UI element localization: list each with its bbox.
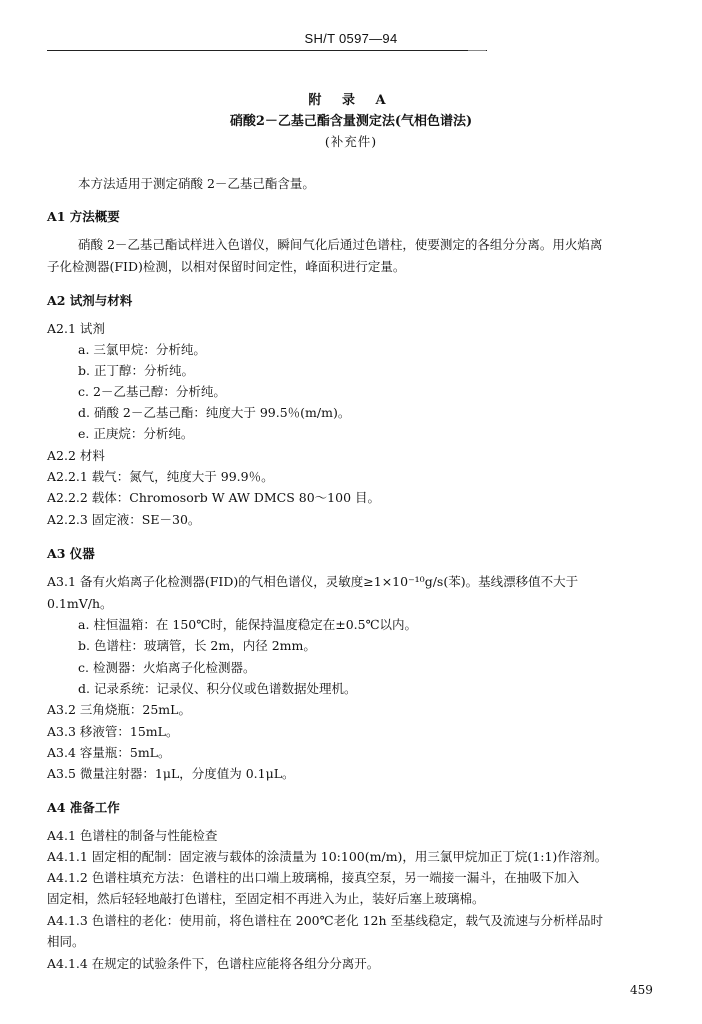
a4-1-4-text: A4.1.4 在规定的试验条件下，色谱柱应能将各组分分离开。 [47, 956, 380, 971]
a4-1-heading: A4.1 色谱柱的制备与性能检查 [47, 828, 218, 843]
a4-1-2-line-2: 固定相，然后轻轻地敲打色谱柱，至固定相不再进入为止，装好后塞上玻璃棉。 [47, 891, 485, 906]
reagent-item: e. 正庚烷：分析纯。 [78, 426, 194, 441]
a3-4-text: A3.4 容量瓶：5mL。 [47, 745, 171, 760]
a2-2-3-text: A2.2.3 固定液：SE－30。 [47, 512, 201, 527]
a1-paragraph-line-1: 硝酸 2－乙基己酯试样进入色谱仪，瞬间气化后通过色谱柱，使要测定的各组分分离。用火焰离 [78, 237, 603, 252]
a4-1-3-line-1: A4.1.3 色谱柱的老化：使用前，将色谱柱在 200℃老化 12h 至基线稳定，载气及流速与分析样品时 [47, 913, 604, 928]
instrument-item: d. 记录系统：记录仪、积分仪或色谱数据处理机。 [78, 681, 357, 696]
section-a3-heading: A3 仪器 [47, 546, 95, 561]
instrument-item: a. 柱恒温箱：在 150℃时，能保持温度稳定在±0.5℃以内。 [78, 617, 418, 632]
section-a4-heading: A4 准备工作 [47, 800, 120, 815]
a3-1-line-1: A3.1 备有火焰离子化检测器(FID)的气相色谱仪，灵敏度≥1×10⁻¹⁰g/s(苯)。基线漂移值不大于 [47, 574, 579, 589]
page-number: 459 [630, 983, 653, 997]
header-rule-tail [468, 50, 486, 51]
a4-1-2-line-1: A4.1.2 色谱柱填充方法：色谱柱的出口端上玻璃棉，接真空泵，另一端接一漏斗，在抽吸下加入 [47, 870, 580, 885]
header-rule [47, 50, 487, 51]
a3-1-line-2: 0.1mV/h。 [47, 596, 113, 611]
standard-number-header: SH/T 0597—94 [304, 31, 398, 46]
a4-1-1-text: A4.1.1 固定相的配制：固定液与载体的涂渍量为 10:100(m/m)，用三氯甲烷加正丁烷(1:1)作溶剂。 [47, 849, 608, 864]
reagent-item: c. 2－乙基己醇：分析纯。 [78, 384, 226, 399]
a2-2-heading: A2.2 材料 [47, 448, 105, 463]
a3-3-text: A3.3 移液管：15mL。 [47, 724, 179, 739]
intro-text: 本方法适用于测定硝酸 2－乙基己酯含量。 [78, 176, 315, 191]
a3-5-text: A3.5 微量注射器：1μL，分度值为 0.1μL。 [47, 766, 295, 781]
instrument-item: c. 检测器：火焰离子化检测器。 [78, 660, 256, 675]
a4-1-3-line-2: 相同。 [47, 934, 85, 949]
a1-paragraph-line-2: 子化检测器(FID)检测，以相对保留时间定性，峰面积进行定量。 [47, 259, 406, 274]
reagent-item: a. 三氯甲烷：分析纯。 [78, 342, 206, 357]
a2-1-heading: A2.1 试剂 [47, 321, 105, 336]
section-a1-heading: A1 方法概要 [47, 209, 120, 224]
section-a2-heading: A2 试剂与材料 [47, 293, 133, 308]
appendix-label: 附 录 A [308, 93, 394, 108]
appendix-title: 硝酸2－乙基己酯含量测定法(气相色谱法) [229, 114, 473, 129]
a3-2-text: A3.2 三角烧瓶：25mL。 [47, 702, 191, 717]
a2-2-2-text: A2.2.2 载体：Chromosorb W AW DMCS 80～100 目。 [47, 490, 381, 505]
a2-2-1-text: A2.2.1 载气：氮气，纯度大于 99.9％。 [47, 469, 274, 484]
reagent-item: b. 正丁醇：分析纯。 [78, 363, 194, 378]
instrument-item: b. 色谱柱：玻璃管，长 2m，内径 2mm。 [78, 638, 316, 653]
reagent-item: d. 硝酸 2－乙基己酯：纯度大于 99.5％(m/m)。 [78, 405, 351, 420]
appendix-subtitle: (补充件) [324, 134, 378, 149]
